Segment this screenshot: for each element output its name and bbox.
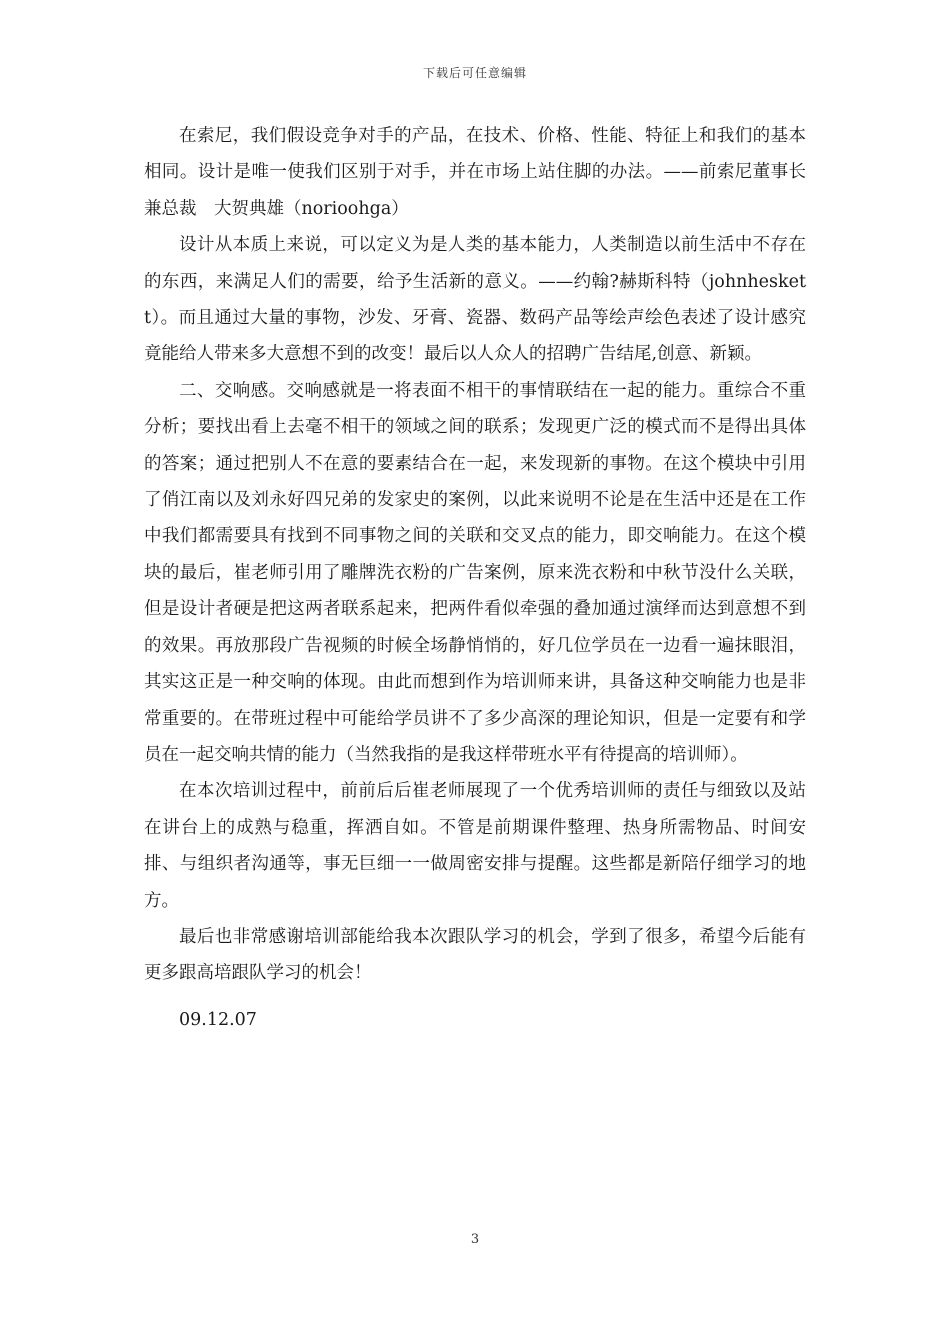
page-number: 3 — [470, 1232, 480, 1247]
paragraph-thanks: 最后也非常感谢培训部能给我本次跟队学习的机会，学到了很多，希望今后能有更多跟高培跟队学习的机会！ — [144, 926, 806, 984]
paragraph-design-definition: 设计从本质上来说，可以定义为是人类的基本能力，人类制造以前生活中不存在的东西，来满足人们的需要，给予生活新的意义。——约翰?赫斯科特（johnheskett）。而且通过大量的事物，沙发、牙膏、瓷器、数码产品等绘声绘色表述了设计感究竟能给人带来多大意想不到的改变！最后以人众人的招聘广告结尾,创意、新颖。 — [144, 235, 806, 365]
paragraph-sony-quote: 在索尼，我们假设竞争对手的产品，在技术、价格、性能、特征上和我们的基本相同。设计是唯一使我们区别于对手，并在市场上站住脚的办法。——前索尼董事长兼总裁 大贺典雄（norioohga） — [144, 126, 806, 219]
page-header: 下载后可任意编辑 — [422, 66, 527, 80]
document-date: 09.12.07 — [179, 1009, 257, 1030]
document-body — [144, 118, 806, 1038]
paragraph-trainer-review: 在本次培训过程中，前前后后崔老师展现了一个优秀培训师的责任与细致以及站在讲台上的成熟与稳重，挥洒自如。不管是前期课件整理、热身所需物品、时间安排、与组织者沟通等，事无巨细一一做周密安排与提醒。这些都是新陪仔细学习的地方。 — [144, 781, 806, 911]
paragraph-symphony: 二、交响感。交响感就是一将表面不相干的事情联结在一起的能力。重综合不重分析；要找出看上去毫不相干的领域之间的联系；发现更广泛的模式而不是得出具体的答案；通过把别人不在意的要素结合在一起，来发现新的事物。在这个模块中引用了俏江南以及刘永好四兄弟的发家史的案例，以此来说明不论是在生活中还是在工作中我们都需要具有找到不同事物之间的关联和交叉点的能力，即交响能力。在这个模块的最后，崔老师引用了雕牌洗衣粉的广告案例，原来洗衣粉和中秋节没什么关联，但是设计者硬是把这两者联系起来，把两件看似牵强的叠加通过演绎而达到意想不到的效果。再放那段广告视频的时候全场静悄悄的，好几位学员在一边看一遍抹眼泪，其实这正是一种交响的体现。由此而想到作为培训师来讲，具备这种交响能力也是非常重要的。在带班过程中可能给学员讲不了多少高深的理论知识，但是一定要有和学员在一起交响共情的能力（当然我指的是我这样带班水平有待提高的培训师）。 — [144, 380, 806, 765]
